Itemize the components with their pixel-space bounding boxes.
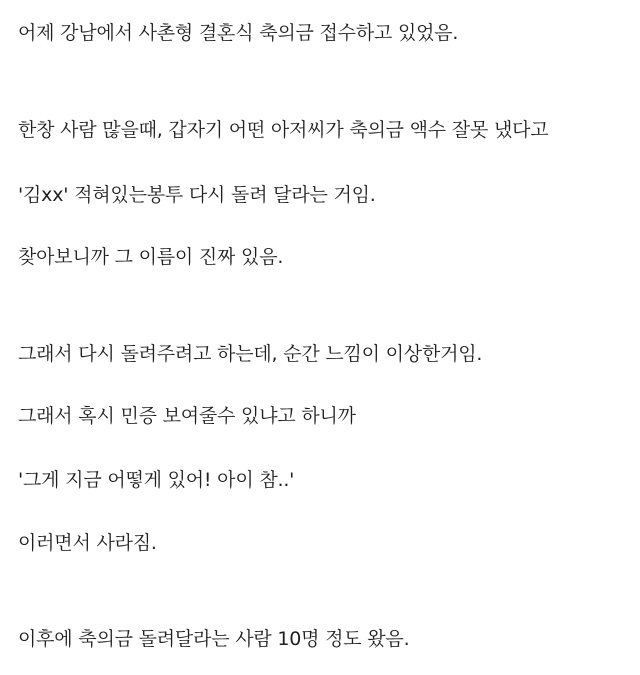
post-text-line: 그래서 혹시 민증 보여줄수 있냐고 하니까 [18, 405, 356, 427]
post-text-line: 어제 강남에서 사촌형 결혼식 축의금 접수하고 있었음. [18, 22, 459, 44]
post-text-line: 이후에 축의금 돌려달라는 사람 10명 정도 왔음. [18, 628, 410, 650]
post-text-line: 찾아보니까 그 이름이 진짜 있음. [18, 246, 284, 268]
post-text-line: 한창 사람 많을때, 갑자기 어떤 아저씨가 축의금 액수 잘못 냈다고 [18, 119, 549, 141]
post-text-line: 그래서 다시 돌려주려고 하는데, 순간 느낌이 이상한거임. [18, 343, 483, 365]
post-text-line: '그게 지금 어떻게 있어! 아이 참..' [18, 469, 295, 491]
post-text-line: 이러면서 사라짐. [18, 532, 157, 554]
post-text-line: '김xx' 적혀있는봉투 다시 돌려 달라는 거임. [18, 184, 376, 206]
